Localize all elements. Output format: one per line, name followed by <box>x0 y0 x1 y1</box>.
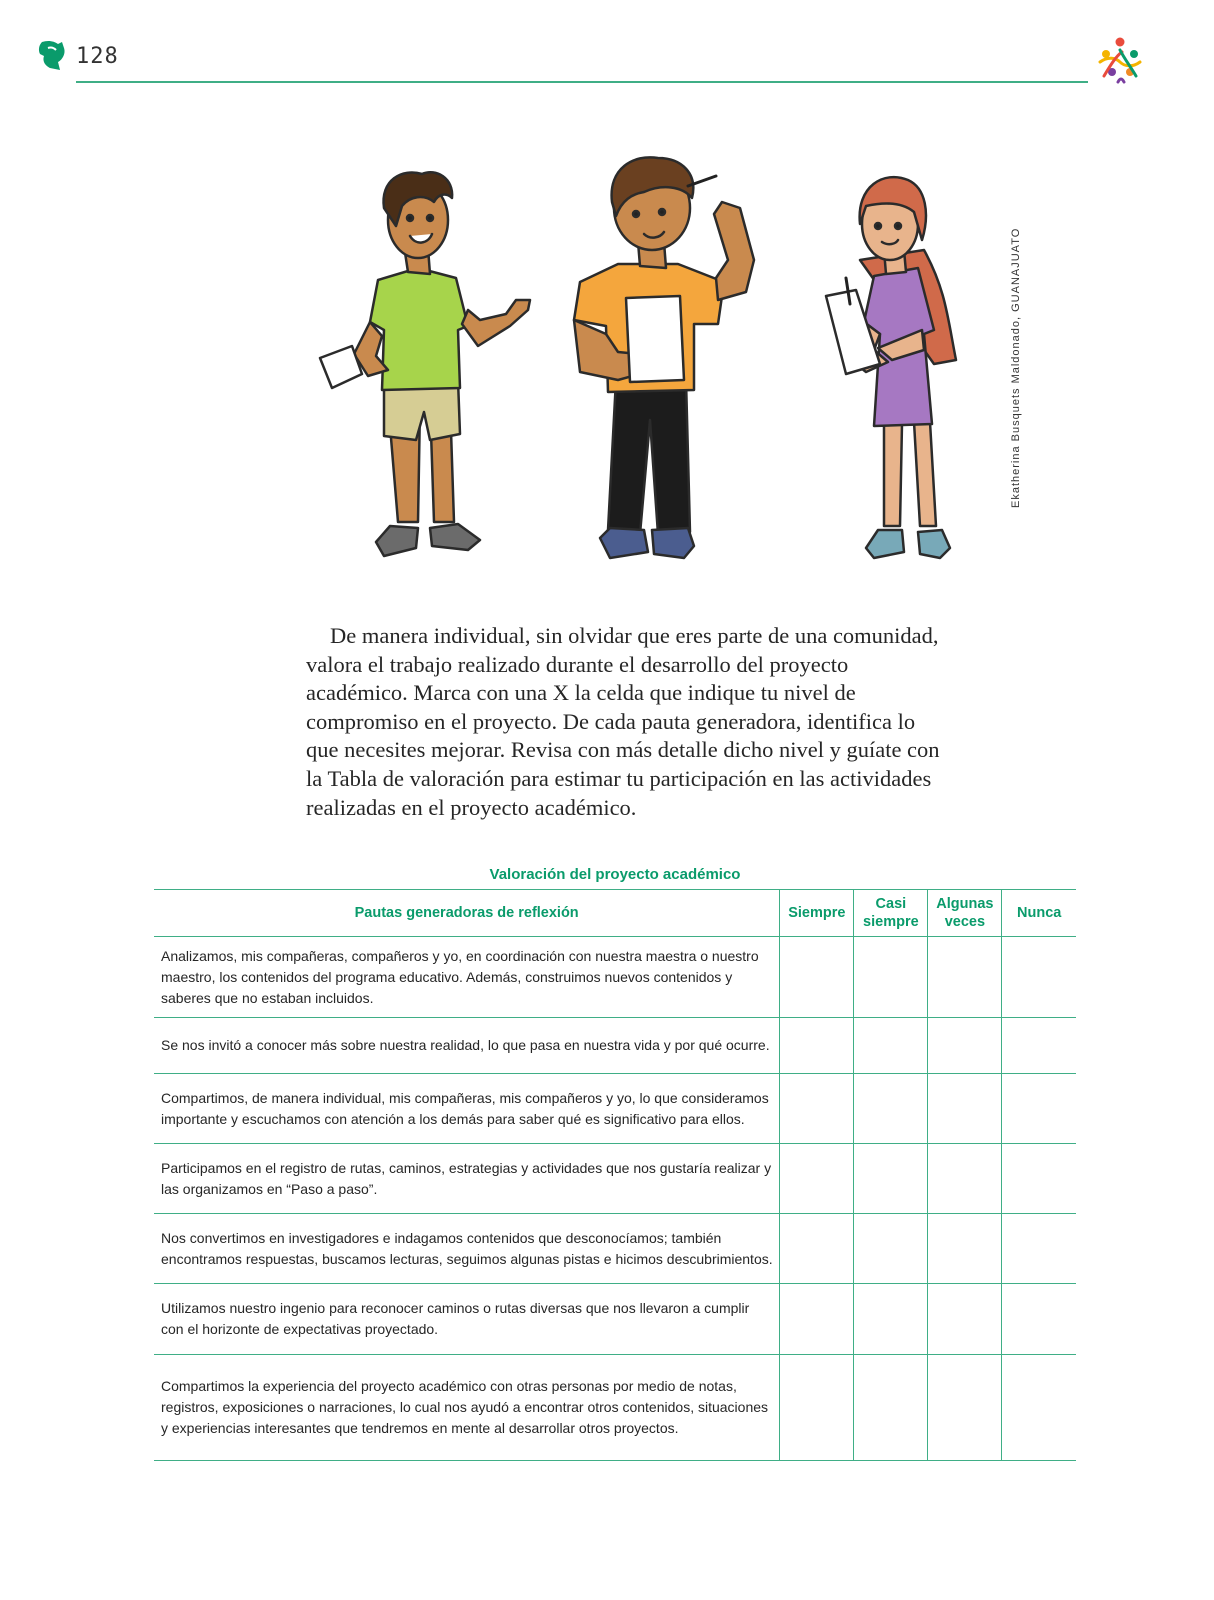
cell-casi-siempre[interactable] <box>854 1144 928 1214</box>
cell-nunca[interactable] <box>1002 1355 1076 1461</box>
pauta-text: Compartimos la experiencia del proyecto académico con otras personas por medio de notas, registros, exposiciones o narraciones, lo cual nos ayudó a encontrar otros contenidos, situaciones y experiencias interesantes que tendremos en mente al desarrollar otros proyectos. <box>154 1355 780 1461</box>
community-logo-icon <box>1092 32 1148 86</box>
cell-casi-siempre[interactable] <box>854 1355 928 1461</box>
student-orange-shirt <box>574 157 754 558</box>
students-illustration <box>318 150 990 590</box>
pauta-text: Participamos en el registro de rutas, caminos, estrategias y actividades que nos gustaría realizar y las organizamos en “Paso a paso”. <box>154 1144 780 1214</box>
cell-casi-siempre[interactable] <box>854 1074 928 1144</box>
cell-algunas-veces[interactable] <box>928 1074 1002 1144</box>
evaluation-table <box>154 889 1076 1461</box>
cell-nunca[interactable] <box>1002 937 1076 1018</box>
cell-casi-siempre[interactable] <box>854 1214 928 1284</box>
cell-casi-siempre[interactable] <box>854 1018 928 1074</box>
header-rule <box>76 81 1088 83</box>
table-row <box>154 937 1076 1018</box>
cell-algunas-veces[interactable] <box>928 1355 1002 1461</box>
cell-siempre[interactable] <box>780 1214 854 1284</box>
student-purple-shirt <box>826 177 956 558</box>
cell-algunas-veces[interactable] <box>928 1214 1002 1284</box>
table-row <box>154 1018 1076 1074</box>
cell-siempre[interactable] <box>780 937 854 1018</box>
table-row <box>154 1144 1076 1214</box>
book-logo-icon <box>36 38 68 74</box>
pauta-text: Se nos invitó a conocer más sobre nuestra realidad, lo que pasa en nuestra vida y por qué ocurre. <box>154 1018 780 1074</box>
cell-nunca[interactable] <box>1002 1018 1076 1074</box>
cell-siempre[interactable] <box>780 1018 854 1074</box>
student-green-shirt <box>320 172 530 556</box>
table-title: Valoración del proyecto académico <box>489 866 741 883</box>
cell-nunca[interactable] <box>1002 1214 1076 1284</box>
cell-algunas-veces[interactable] <box>928 1144 1002 1214</box>
header-pautas: Pautas generadoras de reflexión <box>154 890 780 937</box>
table-row <box>154 1214 1076 1284</box>
instructions-paragraph: De manera individual, sin olvidar que eres parte de una comunidad, valora el trabajo realizado durante el desarrollo del proyecto académico. Marca con una X la celda que indique tu nivel de compromiso en el proyecto. De cada pauta generadora, identifica lo que necesites mejorar. Revisa con más detalle dicho nivel y guíate con la Tabla de valoración para estimar tu participación en las actividades realizadas en el proyecto académico. <box>306 623 940 820</box>
illustration-credit: Ekatherina Busquets Maldonado, GUANAJUATO <box>1010 227 1022 508</box>
cell-siempre[interactable] <box>780 1284 854 1355</box>
cell-algunas-veces[interactable] <box>928 937 1002 1018</box>
table-row <box>154 1355 1076 1461</box>
header-algunas-veces: Algunas veces <box>928 890 1002 937</box>
cell-siempre[interactable] <box>780 1144 854 1214</box>
header-casi-siempre: Casi siempre <box>854 890 928 937</box>
table-row <box>154 1284 1076 1355</box>
cell-casi-siempre[interactable] <box>854 1284 928 1355</box>
pauta-text: Analizamos, mis compañeras, compañeros y yo, en coordinación con nuestra maestra o nuestro maestro, los contenidos del programa educativo. Además, construimos nuevos contenidos y saberes que no estaban incluidos. <box>154 937 780 1018</box>
cell-algunas-veces[interactable] <box>928 1018 1002 1074</box>
cell-siempre[interactable] <box>780 1355 854 1461</box>
table-row <box>154 1074 1076 1144</box>
cell-nunca[interactable] <box>1002 1074 1076 1144</box>
header-siempre: Siempre <box>780 890 854 937</box>
pauta-text: Compartimos, de manera individual, mis compañeras, mis compañeros y yo, lo que consideramos importante y escuchamos con atención a los demás para saber qué es significativo para ellos. <box>154 1074 780 1144</box>
cell-siempre[interactable] <box>780 1074 854 1144</box>
cell-nunca[interactable] <box>1002 1284 1076 1355</box>
table-header-row <box>154 890 1076 937</box>
page-number: 128 <box>76 44 119 69</box>
cell-algunas-veces[interactable] <box>928 1284 1002 1355</box>
cell-nunca[interactable] <box>1002 1144 1076 1214</box>
header-nunca: Nunca <box>1002 890 1076 937</box>
pauta-text: Utilizamos nuestro ingenio para reconocer caminos o rutas diversas que nos llevaron a cumplir con el horizonte de expectativas proyectado. <box>154 1284 780 1355</box>
cell-casi-siempre[interactable] <box>854 937 928 1018</box>
pauta-text: Nos convertimos en investigadores e indagamos contenidos que desconocíamos; también encontramos respuestas, buscamos lecturas, seguimos algunas pistas e hicimos descubrimientos. <box>154 1214 780 1284</box>
